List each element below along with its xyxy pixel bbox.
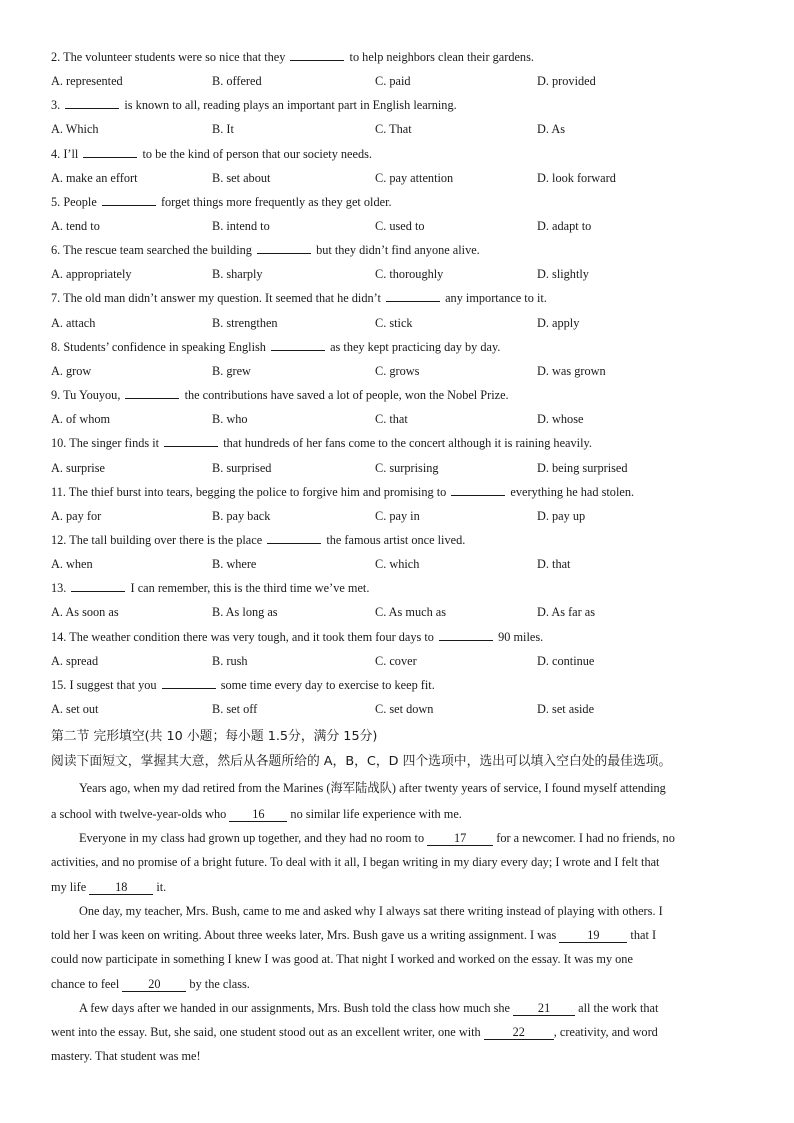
option-a: A. tend to bbox=[51, 219, 100, 233]
question-number: 7. bbox=[51, 291, 61, 305]
option-d: D. provided bbox=[537, 74, 596, 88]
question-text-after: forget things more frequently as they get older. bbox=[160, 195, 392, 209]
option-a: A. of whom bbox=[51, 412, 111, 426]
option-a: A. appropriately bbox=[51, 267, 132, 281]
option-c: C. As much as bbox=[375, 605, 447, 619]
answer-blank bbox=[164, 435, 218, 447]
question-stem bbox=[51, 97, 457, 113]
answer-blank bbox=[125, 387, 179, 399]
option-b: B. grew bbox=[212, 364, 251, 378]
passage-text: my life bbox=[51, 880, 90, 894]
question-text-before: I suggest that you bbox=[69, 678, 160, 692]
question-stem bbox=[51, 146, 372, 162]
option-b: B. pay back bbox=[212, 509, 271, 523]
option-c: C. used to bbox=[375, 219, 425, 233]
option-a: A. represented bbox=[51, 74, 123, 88]
question-stem bbox=[51, 387, 509, 403]
question-stem bbox=[51, 532, 465, 548]
passage-text: A few days after we handed in our assignments, Mrs. Bush told the class how much she bbox=[79, 1001, 514, 1015]
option-b: B. As long as bbox=[212, 605, 278, 619]
option-d: D. that bbox=[537, 557, 571, 571]
question-number: 6. bbox=[51, 243, 61, 257]
blank-16: 16 bbox=[229, 808, 287, 822]
question-stem bbox=[51, 435, 592, 451]
option-b: B. sharply bbox=[212, 267, 263, 281]
option-d: D. slightly bbox=[537, 267, 589, 281]
option-c: C. that bbox=[375, 412, 408, 426]
option-d: D. set aside bbox=[537, 702, 595, 716]
question-text-after: 90 miles. bbox=[498, 630, 544, 644]
question-text-before: The thief burst into tears, begging the police to forgive him and promising to bbox=[68, 485, 450, 499]
question-stem bbox=[51, 629, 543, 645]
option-a: A. attach bbox=[51, 316, 96, 330]
question-number: 9. bbox=[51, 388, 61, 402]
passage-line bbox=[79, 830, 675, 846]
question-number: 8. bbox=[51, 340, 61, 354]
question-text-before: Tu Youyou, bbox=[63, 388, 124, 402]
question-stem bbox=[51, 484, 634, 500]
option-d: D. As far as bbox=[537, 605, 596, 619]
option-c: C. grows bbox=[375, 364, 420, 378]
passage-line bbox=[51, 879, 166, 895]
option-b: B. set off bbox=[212, 702, 258, 716]
blank-21: 21 bbox=[513, 1002, 575, 1016]
question-text-after: that hundreds of her fans come to the concert although it is raining heavily. bbox=[223, 436, 592, 450]
question-text-after: some time every day to exercise to keep fit. bbox=[220, 678, 435, 692]
blank-18: 18 bbox=[89, 881, 153, 895]
question-number: 2. bbox=[51, 50, 61, 64]
answer-blank bbox=[83, 146, 137, 158]
passage-line bbox=[51, 927, 656, 943]
question-text-before: Students’ confidence in speaking English bbox=[63, 340, 270, 354]
passage-text: all the work that bbox=[575, 1001, 659, 1015]
option-c: C. pay attention bbox=[375, 171, 454, 185]
question-number: 4. bbox=[51, 147, 61, 161]
passage-text: a school with twelve-year-olds who bbox=[51, 807, 230, 821]
option-b: B. set about bbox=[212, 171, 271, 185]
option-c: C. paid bbox=[375, 74, 411, 88]
answer-blank bbox=[451, 484, 505, 496]
option-a: A. spread bbox=[51, 654, 99, 668]
answer-blank bbox=[102, 194, 156, 206]
answer-blank bbox=[386, 290, 440, 302]
option-b: B. surprised bbox=[212, 461, 272, 475]
option-b: B. strengthen bbox=[212, 316, 278, 330]
question-number: 11. bbox=[51, 485, 66, 499]
option-c: C. surprising bbox=[375, 461, 439, 475]
passage-text: told her I was keen on writing. About three weeks later, Mrs. Bush gave us a writing assignment. I was bbox=[51, 928, 560, 942]
passage-text: for a newcomer. I had no friends, no bbox=[493, 831, 675, 845]
option-b: B. who bbox=[212, 412, 248, 426]
blank-22: 22 bbox=[484, 1026, 554, 1040]
answer-blank bbox=[271, 339, 325, 351]
passage-text: Everyone in my class had grown up together, and they had no room to bbox=[79, 831, 428, 845]
passage-line bbox=[51, 976, 250, 992]
option-c: C. thoroughly bbox=[375, 267, 444, 281]
section-title: 第二节 完形填空(共 10 小题；每小题 1.5分，满分 15分) bbox=[51, 729, 378, 744]
passage-text: activities, and no promise of a bright future. To deal with it all, I began writing in my diary every day; I wrote and I felt that bbox=[51, 855, 660, 869]
question-number: 14. bbox=[51, 630, 67, 644]
question-number: 13. bbox=[51, 581, 67, 595]
passage-text: mastery. That student was me! bbox=[51, 1049, 201, 1063]
passage-text: no similar life experience with me. bbox=[287, 807, 462, 821]
question-stem bbox=[51, 677, 435, 693]
question-text-before: I’ll bbox=[63, 147, 82, 161]
option-a: A. when bbox=[51, 557, 93, 571]
option-c: C. set down bbox=[375, 702, 434, 716]
option-d: D. whose bbox=[537, 412, 584, 426]
passage-line bbox=[79, 780, 666, 796]
question-stem bbox=[51, 194, 392, 210]
answer-blank bbox=[267, 532, 321, 544]
question-stem bbox=[51, 580, 369, 596]
option-d: D. pay up bbox=[537, 509, 586, 523]
question-text-after: any importance to it. bbox=[445, 291, 547, 305]
option-a: A. Which bbox=[51, 122, 99, 136]
passage-text: could now participate in something I knew I was good at. That night I worked and worked on the essay. It was my one bbox=[51, 952, 633, 966]
option-a: A. set out bbox=[51, 702, 99, 716]
blank-17: 17 bbox=[427, 832, 493, 846]
passage-line bbox=[51, 806, 462, 822]
option-a: A. surprise bbox=[51, 461, 105, 475]
question-text-after: I can remember, this is the third time we’ve met. bbox=[130, 581, 370, 595]
question-text-after: is known to all, reading plays an important part in English learning. bbox=[124, 98, 457, 112]
question-number: 5. bbox=[51, 195, 61, 209]
question-text-before: The tall building over there is the place bbox=[69, 533, 266, 547]
question-text-before: The singer finds it bbox=[69, 436, 163, 450]
option-c: C. That bbox=[375, 122, 412, 136]
passage-line bbox=[51, 1024, 658, 1040]
question-text-after: but they didn’t find anyone alive. bbox=[316, 243, 480, 257]
option-c: C. which bbox=[375, 557, 420, 571]
question-text-before: The old man didn’t answer my question. It seemed that he didn’t bbox=[63, 291, 385, 305]
blank-19: 19 bbox=[559, 929, 627, 943]
question-number: 3. bbox=[51, 98, 61, 112]
passage-line bbox=[51, 951, 633, 967]
blank-20: 20 bbox=[122, 978, 186, 992]
passage-text: , creativity, and word bbox=[553, 1025, 658, 1039]
question-text-before: People bbox=[63, 195, 100, 209]
section-instructions: 阅读下面短文，掌握其大意，然后从各题所给的 A，B，C，D 四个选项中，选出可以填入空白处的最佳选项。 bbox=[51, 754, 672, 769]
option-b: B. where bbox=[212, 557, 257, 571]
passage-line bbox=[51, 854, 659, 870]
option-d: D. apply bbox=[537, 316, 580, 330]
option-b: B. intend to bbox=[212, 219, 270, 233]
option-d: D. look forward bbox=[537, 171, 616, 185]
option-b: B. offered bbox=[212, 74, 262, 88]
question-text-before: The weather condition there was very tough, and it took them four days to bbox=[69, 630, 438, 644]
option-c: C. cover bbox=[375, 654, 417, 668]
question-number: 10. bbox=[51, 436, 67, 450]
passage-text: Years ago, when my dad retired from the Marines (海军陆战队) after twenty years of service, I found myself attending bbox=[79, 781, 666, 795]
option-a: A. As soon as bbox=[51, 605, 119, 619]
passage-text: One day, my teacher, Mrs. Bush, came to me and asked why I always sat there writing instead of playing with others. I bbox=[79, 904, 663, 918]
question-text-after: the famous artist once lived. bbox=[326, 533, 466, 547]
question-text-after: everything he had stolen. bbox=[510, 485, 635, 499]
answer-blank bbox=[71, 580, 125, 592]
option-c: C. stick bbox=[375, 316, 413, 330]
question-stem bbox=[51, 339, 500, 355]
question-number: 15. bbox=[51, 678, 67, 692]
question-text-before: The rescue team searched the building bbox=[63, 243, 255, 257]
question-number: 12. bbox=[51, 533, 67, 547]
question-text-after: to be the kind of person that our society needs. bbox=[142, 147, 372, 161]
option-b: B. rush bbox=[212, 654, 248, 668]
option-a: A. make an effort bbox=[51, 171, 138, 185]
option-a: A. grow bbox=[51, 364, 92, 378]
question-stem bbox=[51, 242, 480, 258]
answer-blank bbox=[65, 97, 119, 109]
option-d: D. continue bbox=[537, 654, 595, 668]
passage-text: went into the essay. But, she said, one student stood out as an excellent writer, one with bbox=[51, 1025, 484, 1039]
passage-line bbox=[51, 1048, 201, 1064]
passage-line bbox=[79, 1000, 658, 1016]
option-b: B. It bbox=[212, 122, 234, 136]
option-d: D. being surprised bbox=[537, 461, 628, 475]
answer-blank bbox=[439, 629, 493, 641]
option-d: D. adapt to bbox=[537, 219, 592, 233]
question-text-after: to help neighbors clean their gardens. bbox=[349, 50, 534, 64]
answer-blank bbox=[162, 677, 216, 689]
passage-text: that I bbox=[627, 928, 657, 942]
question-text-after: as they kept practicing day by day. bbox=[330, 340, 501, 354]
question-text-after: the contributions have saved a lot of people, won the Nobel Prize. bbox=[184, 388, 509, 402]
question-text-before: The volunteer students were so nice that they bbox=[63, 50, 289, 64]
answer-blank bbox=[257, 242, 311, 254]
question-stem bbox=[51, 49, 534, 65]
option-d: D. was grown bbox=[537, 364, 606, 378]
option-d: D. As bbox=[537, 122, 566, 136]
answer-blank bbox=[290, 49, 344, 61]
passage-text: it. bbox=[153, 880, 167, 894]
option-a: A. pay for bbox=[51, 509, 102, 523]
passage-line bbox=[79, 903, 663, 919]
option-c: C. pay in bbox=[375, 509, 420, 523]
question-stem bbox=[51, 290, 547, 306]
passage-text: chance to feel bbox=[51, 977, 123, 991]
passage-text: by the class. bbox=[186, 977, 250, 991]
